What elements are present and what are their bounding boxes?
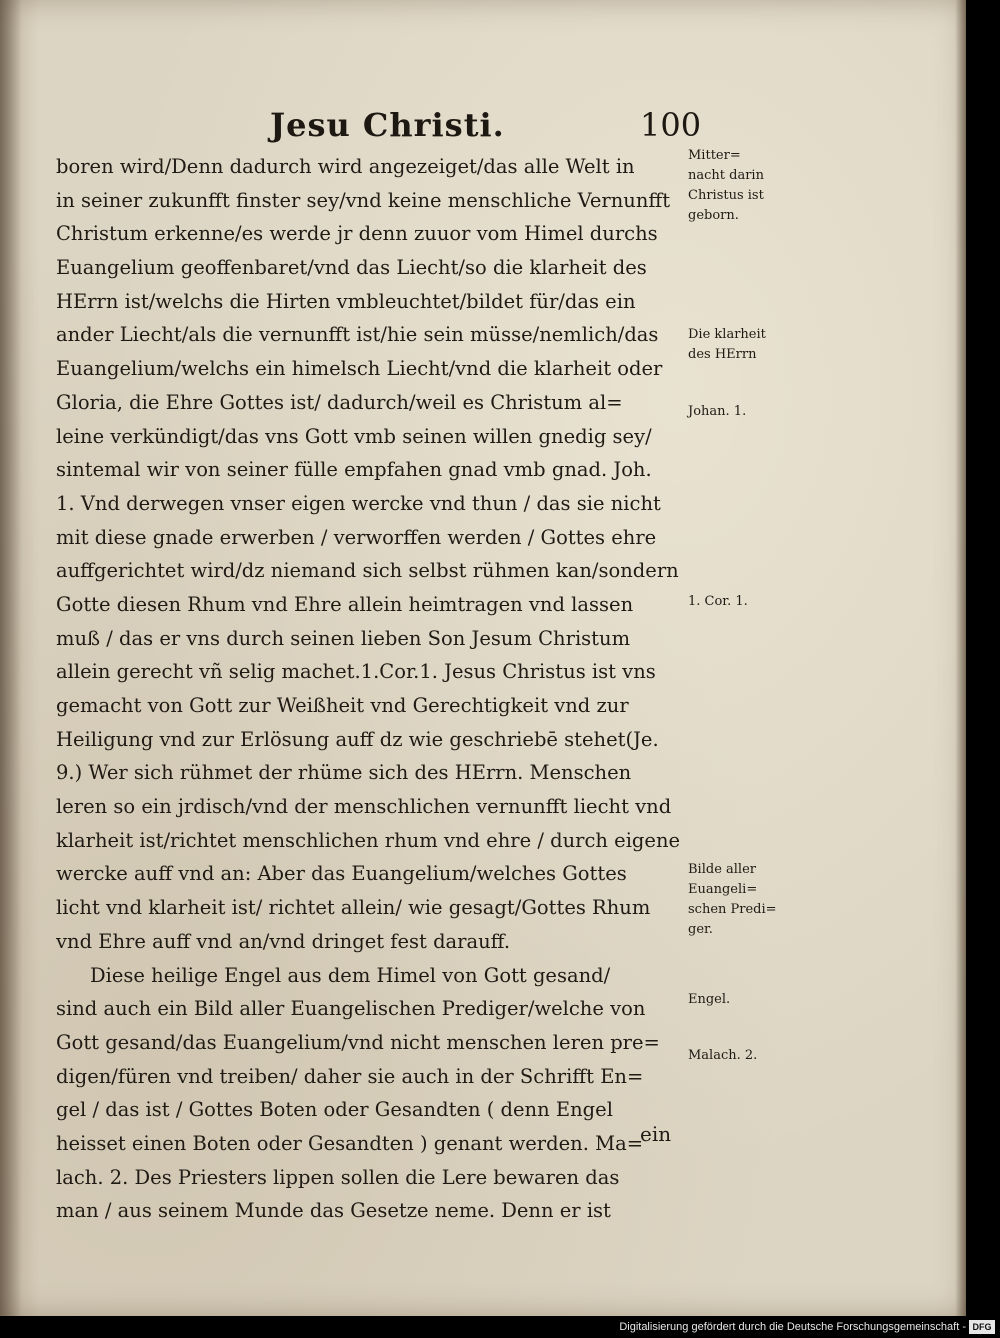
gutter-shadow — [0, 0, 22, 1316]
text-line: allein gerecht vñ selig machet.1.Cor.1. Jesus Christus ist vns — [56, 660, 656, 684]
main-text-block — [56, 150, 688, 1228]
margin-note-line: nacht darin — [688, 168, 764, 183]
margin-note-line: 1. Cor. 1. — [688, 594, 748, 609]
text-line: Gotte diesen Rhum vnd Ehre allein heimtragen vnd lassen — [56, 592, 634, 616]
margin-note-line: Euangeli= — [688, 882, 758, 897]
text-line-paragraph-start: Diese heilige Engel aus dem Himel von Gott gesand/ — [90, 963, 611, 987]
margin-note-line: Die klarheit — [688, 327, 766, 342]
text-line: gemacht von Gott zur Weißheit vnd Gerechtigkeit vnd zur — [56, 694, 629, 717]
text-line: Euangelium/welchs ein himelsch Liecht/vnd die klarheit oder — [56, 357, 663, 381]
text-line: sintemal wir von seiner fülle empfahen gnad vmb gnad. Joh. — [56, 458, 652, 482]
margin-note-mitternacht — [688, 146, 788, 226]
page-number: 100 — [640, 106, 702, 144]
margin-note-engel — [688, 990, 788, 1010]
text-line: licht vnd klarheit ist/ richtet allein/ wie gesagt/Gottes Rhum — [56, 896, 651, 920]
margin-note-line: ger. — [688, 922, 713, 937]
footer-credit: Digitalisierung gefördert durch die Deutsche Forschungsgemeinschaft - — [619, 1321, 966, 1333]
running-head: Jesu Christi. — [270, 106, 505, 144]
dfg-logo[interactable]: DFG — [969, 1320, 995, 1334]
margin-note-line: Malach. 2. — [688, 1048, 758, 1063]
text-line: man / aus seinem Munde das Gesetze neme. Denn er ist — [56, 1199, 611, 1223]
text-line: boren wird/Denn dadurch wird angezeiget/das alle Welt in — [56, 155, 635, 178]
text-line: Gott gesand/das Euangelium/vnd nicht menschen leren pre= — [56, 1030, 660, 1054]
text-line: muß / das er vns durch seinen lieben Son Jesum Christum — [56, 626, 631, 650]
margin-note-line: Engel. — [688, 992, 731, 1007]
margin-note-line: Mitter= — [688, 148, 741, 163]
text-line: Christum erkenne/es werde jr denn zuuor vom Himel durchs — [56, 222, 658, 246]
text-line: mit diese gnade erwerben / verworffen werden / Gottes ehre — [56, 525, 657, 549]
margin-note-bilde — [688, 860, 788, 940]
margin-note-line: Christus ist — [688, 188, 764, 203]
page-edge — [955, 0, 966, 1316]
text-line: Euangelium geoffenbaret/vnd das Liecht/so die klarheit des — [56, 256, 647, 280]
text-line: digen/füren vnd treiben/ daher sie auch in der Schrifft En= — [56, 1064, 644, 1088]
text-line: lach. 2. Des Priesters lippen sollen die Lere bewaren das — [56, 1165, 620, 1189]
margin-note-johan — [688, 402, 788, 422]
text-line: gel / das ist / Gottes Boten oder Gesandten ( denn Engel — [56, 1098, 613, 1122]
text-line: Gloria, die Ehre Gottes ist/ dadurch/weil es Christum al= — [56, 390, 623, 414]
margin-note-klarheit — [688, 325, 788, 365]
text-line: in seiner zukunfft finster sey/vnd keine menschliche Vernunfft — [56, 188, 671, 212]
text-line: wercke auff vnd an: Aber das Euangelium/welches Gottes — [56, 862, 627, 886]
margin-note-line: schen Predi= — [688, 902, 777, 917]
catchword: ein — [640, 1122, 672, 1146]
margin-note-line: Bilde aller — [688, 862, 756, 877]
text-line: leine verkündigt/das vns Gott vmb seinen willen gnedig sey/ — [56, 424, 652, 448]
text-line: klarheit ist/richtet menschlichen rhum vnd ehre / durch eigene — [56, 828, 681, 852]
text-line: Heiligung vnd zur Erlösung auff dz wie geschriebē stehet(Je. — [56, 727, 659, 751]
margin-note-malach — [688, 1046, 788, 1066]
margin-note-cor — [688, 592, 788, 612]
margin-note-line: des HErrn — [688, 347, 757, 362]
text-line: heisset einen Boten oder Gesandten ) genant werden. Ma= — [56, 1131, 644, 1155]
text-line: leren so ein jrdisch/vnd der menschlichen vernunfft liecht vnd — [56, 795, 672, 819]
text-line: sind auch ein Bild aller Euangelischen Prediger/welche von — [56, 997, 646, 1021]
text-line: 9.) Wer sich rühmet der rhüme sich des HErrn. Menschen — [56, 761, 632, 785]
text-line: auffgerichtet wird/dz niemand sich selbst rühmen kan/sondern — [56, 559, 679, 583]
margin-note-line: geborn. — [688, 208, 739, 223]
margin-note-line: Johan. 1. — [688, 404, 747, 419]
text-line: HErrn ist/welchs die Hirten vmbleuchtet/bildet für/das ein — [56, 289, 636, 313]
text-line: ander Liecht/als die vernunfft ist/hie sein müsse/nemlich/das — [56, 323, 659, 347]
text-line: vnd Ehre auff vnd an/vnd dringet fest darauff. — [56, 929, 511, 953]
text-line: 1. Vnd derwegen vnser eigen wercke vnd thun / das sie nicht — [56, 491, 661, 515]
